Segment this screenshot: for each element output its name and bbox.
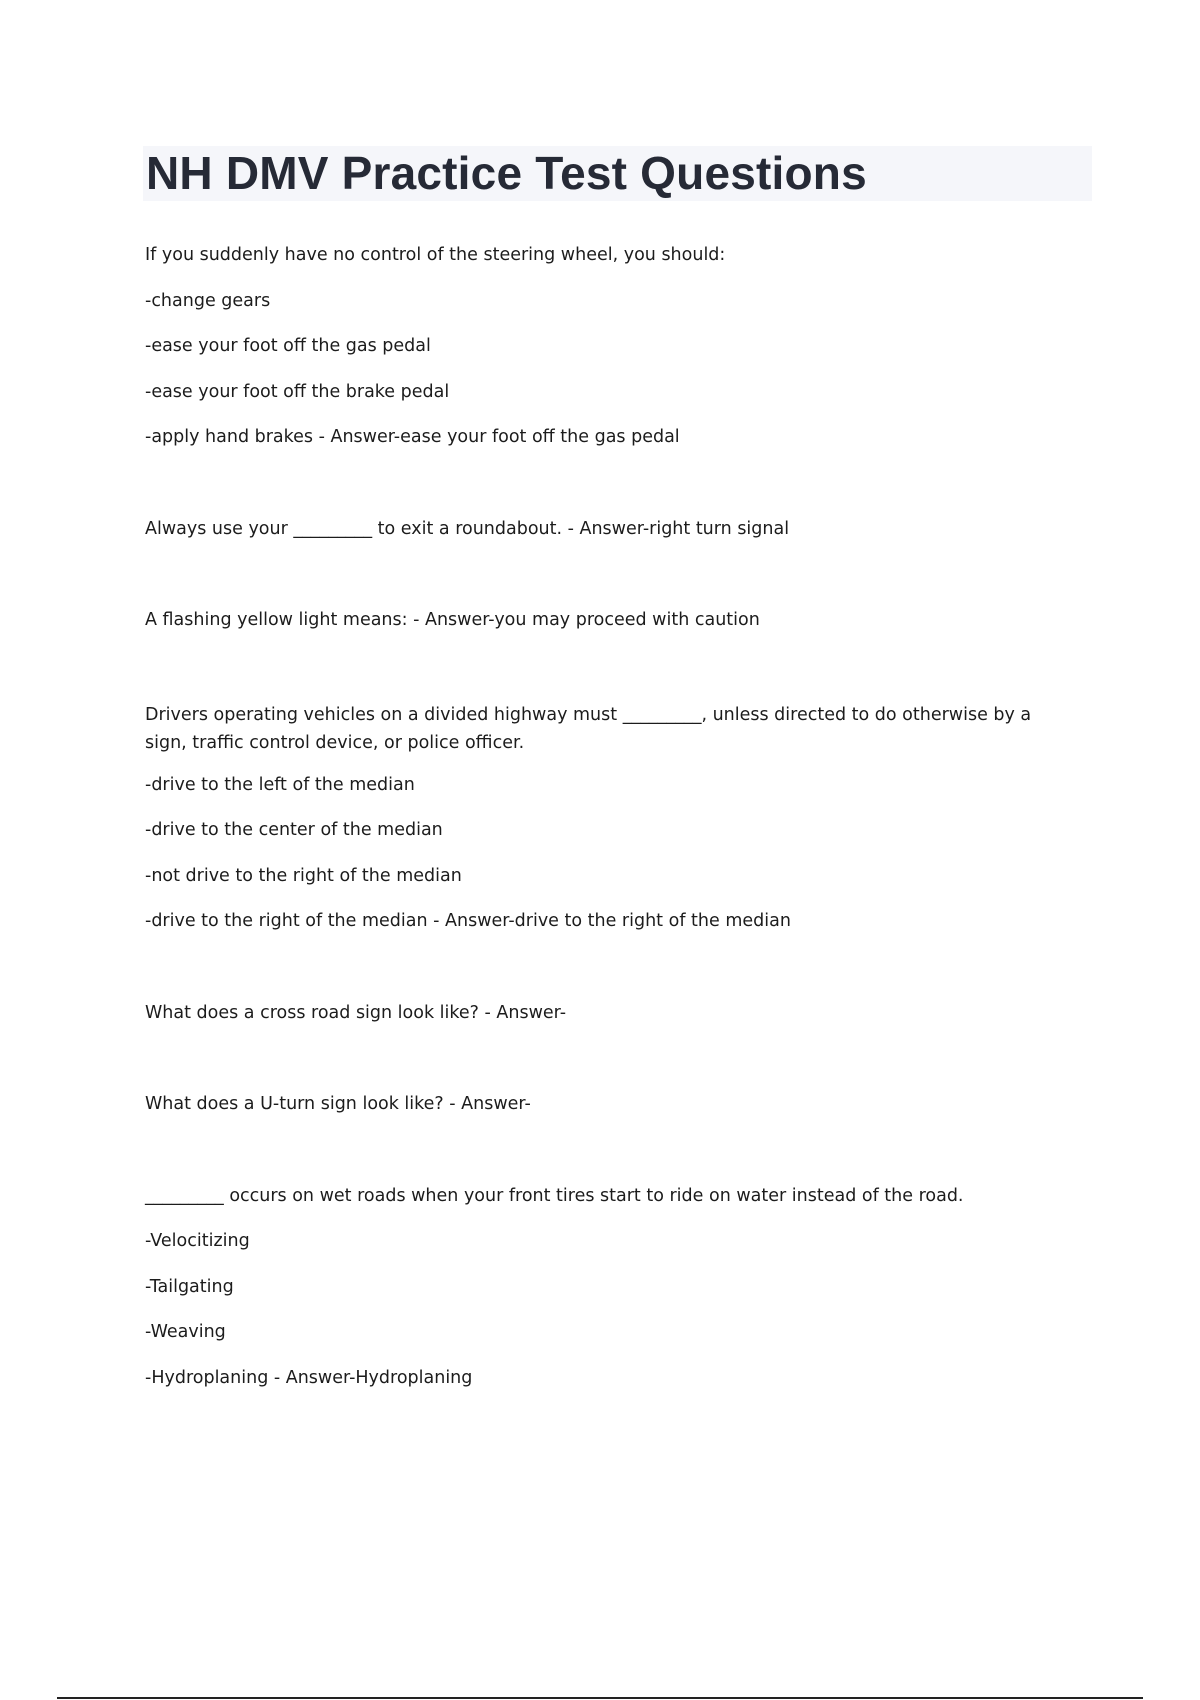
answer-option: -drive to the center of the median — [145, 820, 443, 840]
answer-option: -drive to the left of the median — [145, 774, 415, 795]
answer-option: -apply hand brakes - Answer-ease your foot off the gas pedal — [145, 427, 680, 447]
page-title: NH DMV Practice Test Questions — [146, 147, 867, 199]
question-text: Always use your _________ to exit a roundabout. - Answer-right turn signal — [145, 518, 790, 539]
question-block — [145, 244, 1065, 448]
question-text: _________ occurs on wet roads when your front tires start to ride on water instead of the road. — [145, 1185, 964, 1206]
question-block — [145, 609, 1065, 631]
question-text: What does a U-turn sign look like? - Answer- — [145, 1094, 531, 1114]
answer-option: -not drive to the right of the median — [145, 865, 462, 886]
question-block — [145, 701, 1065, 933]
question-block — [145, 1002, 1065, 1024]
question-list — [145, 244, 1065, 1412]
question-gap — [145, 1139, 1065, 1185]
question-gap — [145, 956, 1065, 1002]
answer-option: -ease your foot off the gas pedal — [145, 336, 431, 356]
question-block — [145, 1185, 1065, 1389]
question-block — [145, 1093, 1065, 1115]
answer-option: -ease your foot off the brake pedal — [145, 381, 450, 402]
question-text: Drivers operating vehicles on a divided highway must _________, unless directed to do otherwise by a sign, traffic control device, or police officer. — [145, 704, 1032, 753]
answer-option: -drive to the right of the median - Answer-drive to the right of the median — [145, 911, 791, 931]
question-gap — [145, 1047, 1065, 1093]
answer-option: -Tailgating — [145, 1276, 234, 1297]
answer-option: -change gears — [145, 290, 271, 311]
question-text: A flashing yellow light means: - Answer-you may proceed with caution — [145, 610, 760, 630]
answer-option: -Weaving — [145, 1322, 226, 1342]
question-text: If you suddenly have no control of the steering wheel, you should: — [145, 245, 726, 265]
question-gap — [145, 472, 1065, 518]
question-text: What does a cross road sign look like? - Answer- — [145, 1002, 567, 1023]
question-gap — [145, 563, 1065, 609]
footer-divider — [57, 1697, 1143, 1699]
answer-option: -Hydroplaning - Answer-Hydroplaning — [145, 1367, 473, 1388]
answer-option: -Velocitizing — [145, 1231, 250, 1251]
question-block — [145, 518, 1065, 540]
question-gap — [145, 655, 1065, 701]
